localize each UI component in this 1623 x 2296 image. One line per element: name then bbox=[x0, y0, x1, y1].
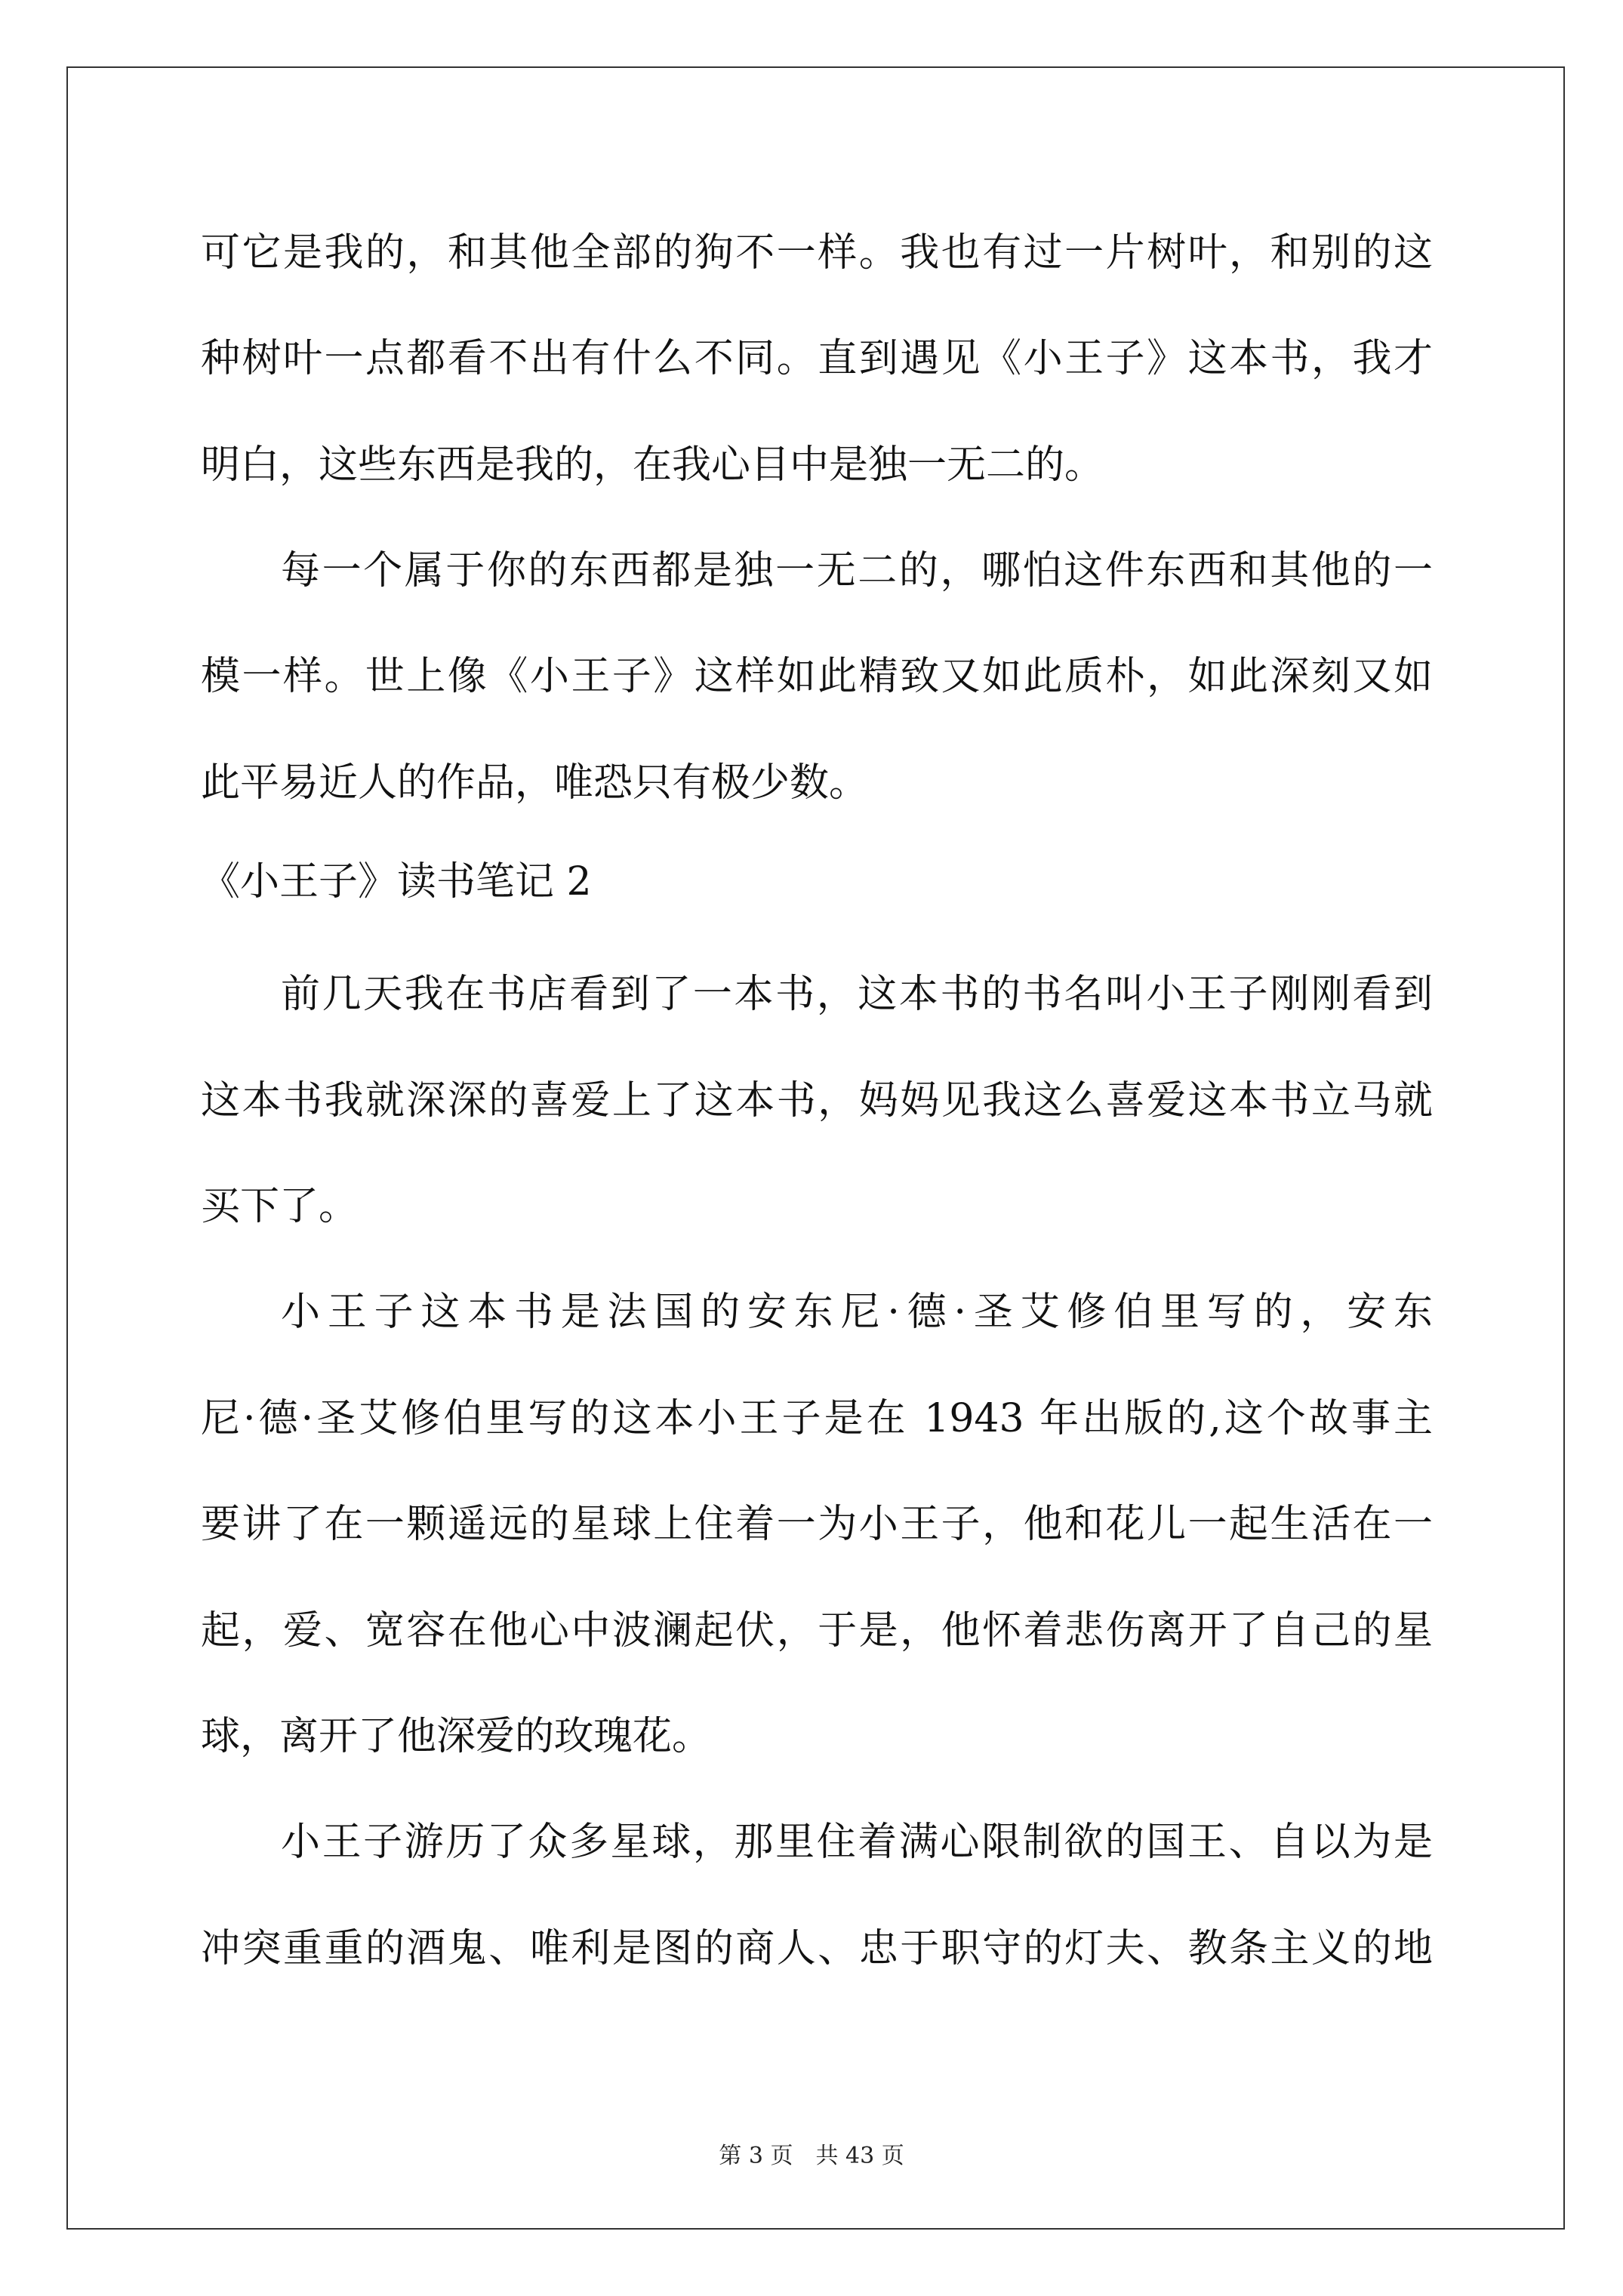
section-heading: 《小王子》读书笔记 2 bbox=[201, 859, 592, 905]
paragraph-5-line-2: 冲突重重的酒鬼、唯利是图的商人、忠于职守的灯夫、教条主义的地 bbox=[201, 1926, 1433, 1971]
paragraph-4-line-5: 球，离开了他深爱的玫瑰花。 bbox=[201, 1714, 712, 1759]
paragraph-1-line-1: 可它是我的，和其他全部的狗不一样。我也有过一片树叶，和别的这 bbox=[201, 230, 1433, 276]
paragraph-3-line-3: 买下了。 bbox=[201, 1184, 359, 1229]
paragraph-2-line-3: 此平易近人的作品，唯恐只有极少数。 bbox=[201, 760, 869, 806]
paragraph-4-line-3: 要讲了在一颗遥远的星球上住着一为小王子，他和花儿一起生活在一 bbox=[201, 1502, 1433, 1547]
paragraph-5-line-1: 小王子游历了众多星球，那里住着满心限制欲的国王、自以为是 bbox=[281, 1820, 1433, 1865]
paragraph-1-line-3: 明白，这些东西是我的，在我心目中是独一无二的。 bbox=[201, 442, 1104, 488]
paragraph-4-line-2: 尼·德·圣艾修伯里写的这本小王子是在 1943 年出版的,这个故事主 bbox=[201, 1396, 1433, 1441]
paragraph-1-line-2: 种树叶一点都看不出有什么不同。直到遇见《小王子》这本书，我才 bbox=[201, 336, 1433, 381]
paragraph-3-line-1: 前几天我在书店看到了一本书，这本书的书名叫小王子刚刚看到 bbox=[281, 972, 1433, 1017]
paragraph-3-line-2: 这本书我就深深的喜爱上了这本书，妈妈见我这么喜爱这本书立马就 bbox=[201, 1078, 1433, 1123]
paragraph-4-line-1: 小王子这本书是法国的安东尼·德·圣艾修伯里写的，安东 bbox=[281, 1290, 1433, 1335]
paragraph-4-line-4: 起，爱、宽容在他心中波澜起伏，于是，他怀着悲伤离开了自己的星 bbox=[201, 1608, 1433, 1653]
page-number-footer: 第 3 页 共 43 页 bbox=[719, 2143, 904, 2169]
paragraph-2-line-1: 每一个属于你的东西都是独一无二的，哪怕这件东西和其他的一 bbox=[281, 548, 1433, 593]
paragraph-2-line-2: 模一样。世上像《小王子》这样如此精致又如此质朴，如此深刻又如 bbox=[201, 654, 1433, 699]
page-border bbox=[66, 66, 1565, 2230]
